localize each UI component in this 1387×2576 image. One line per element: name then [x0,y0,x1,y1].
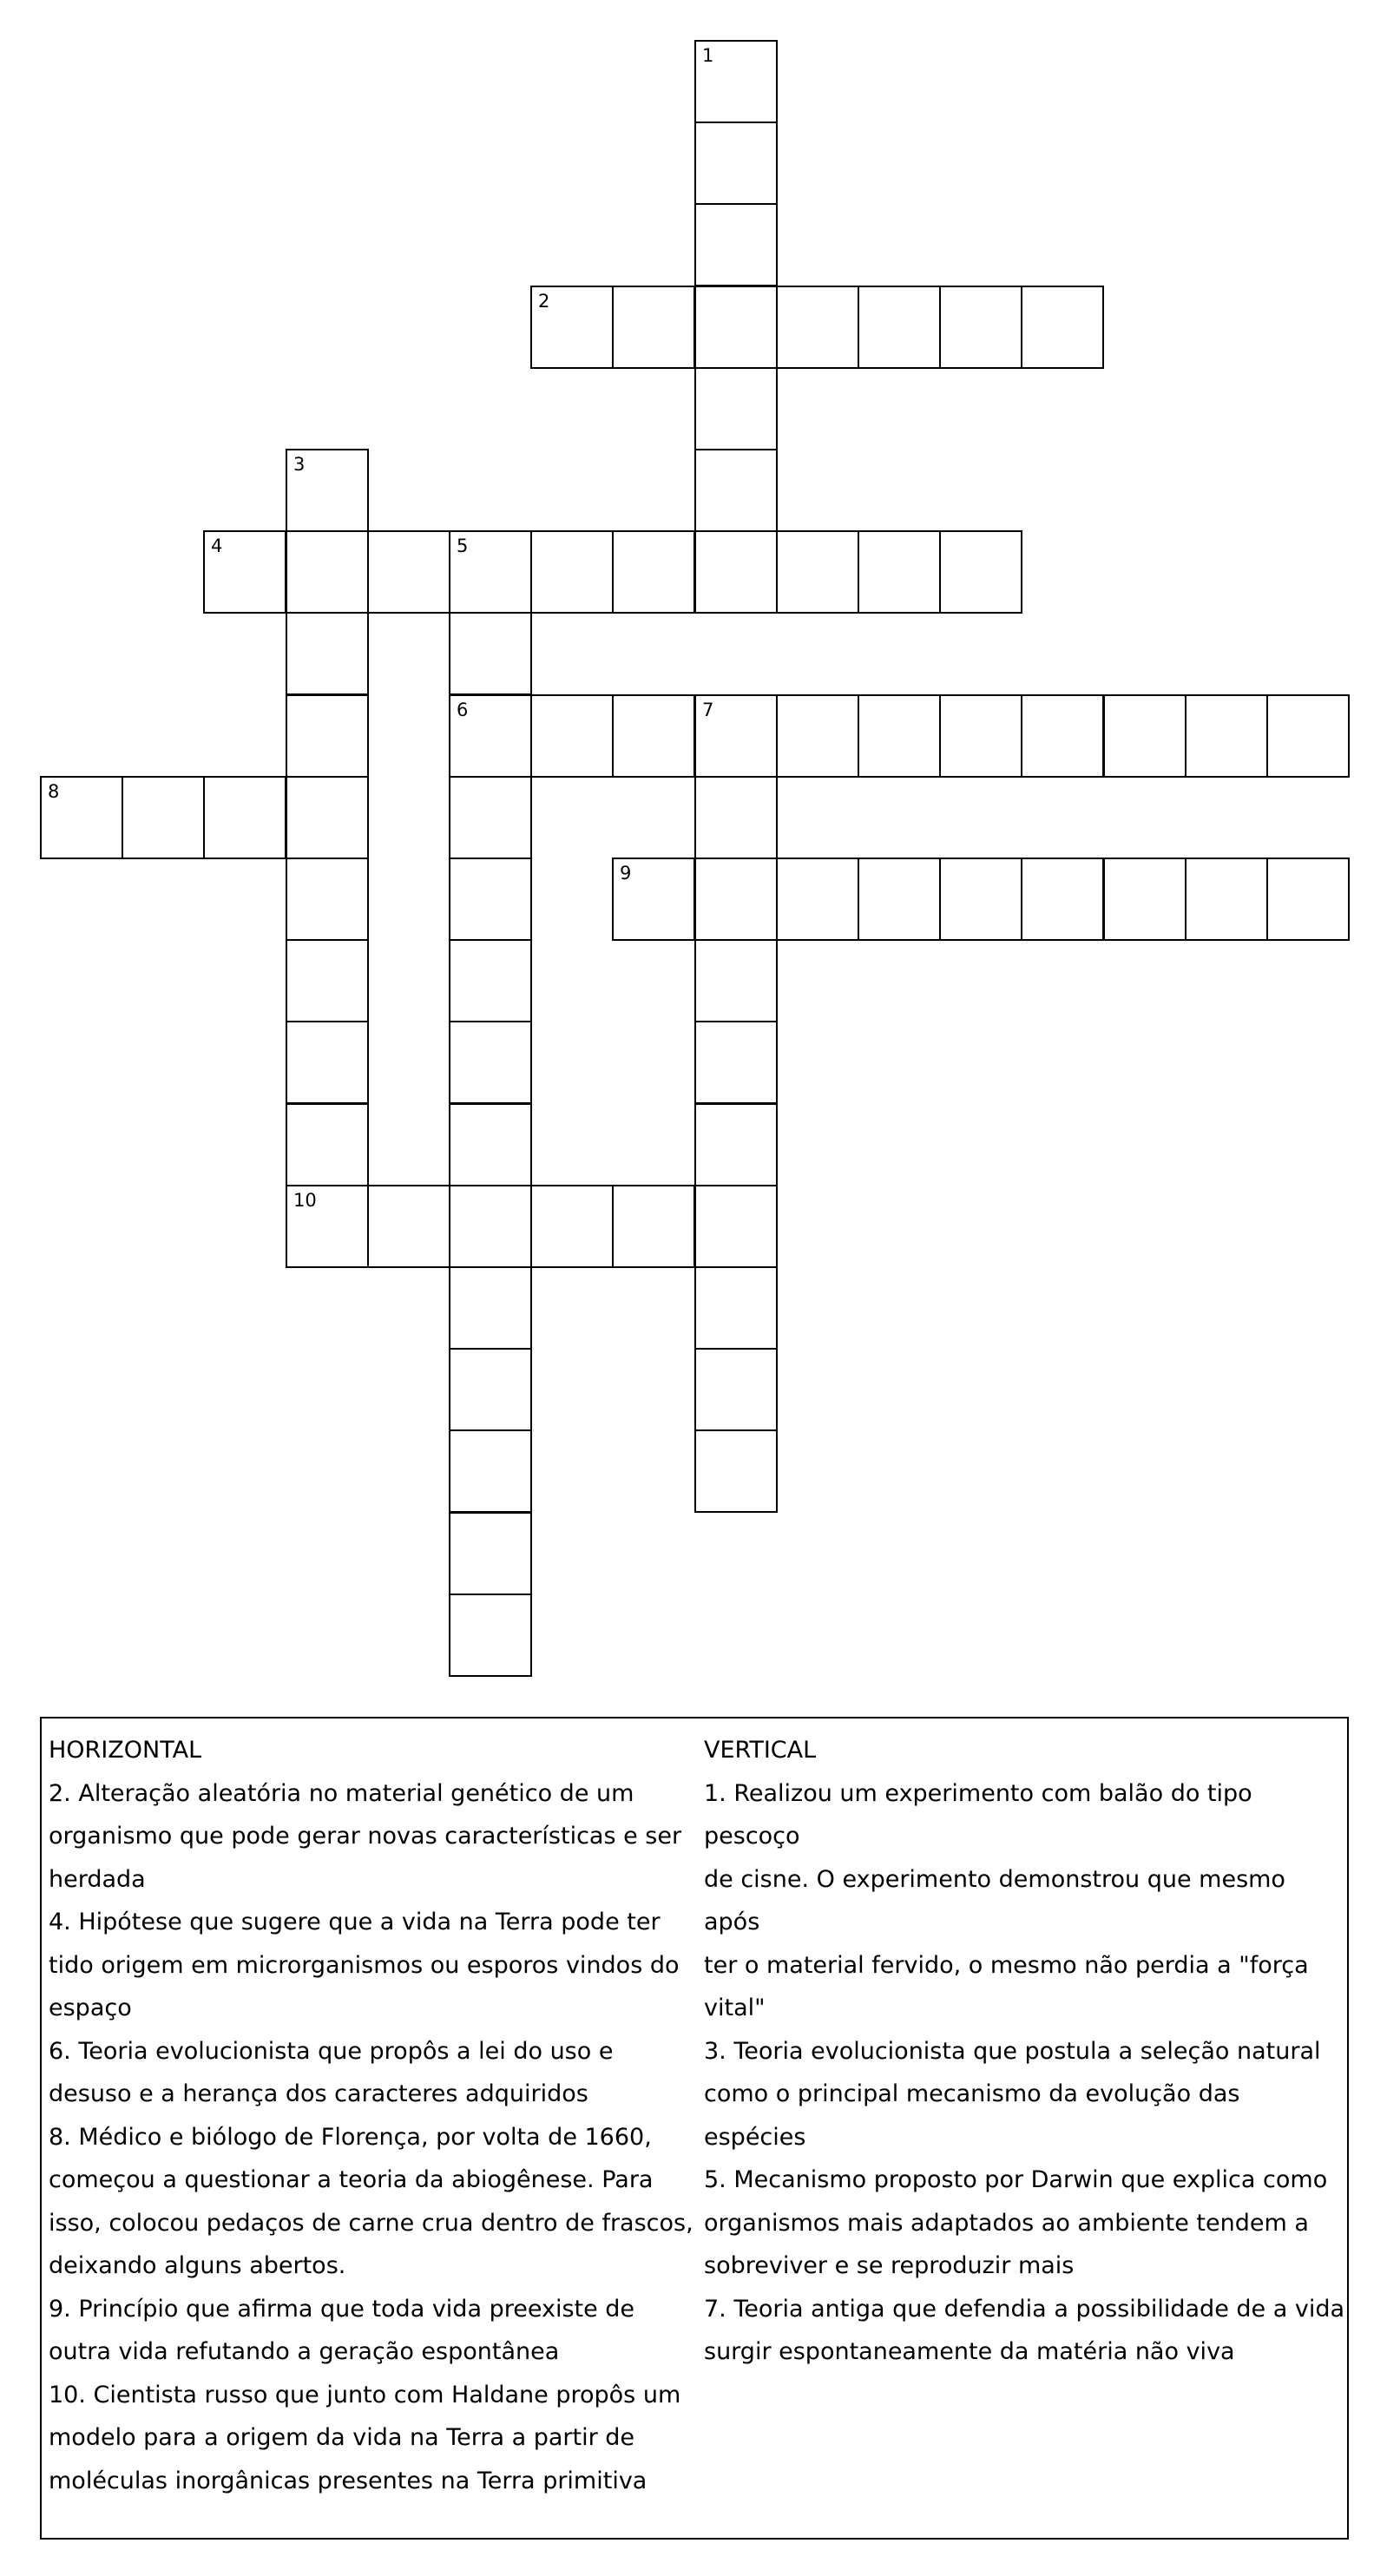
crossword-cell[interactable] [939,530,1022,614]
vertical-clue-line: sobreviver e se reproduzir mais [704,2252,1075,2279]
crossword-cell-10[interactable] [286,1185,369,1268]
crossword-cell[interactable] [694,776,778,859]
crossword-cell[interactable] [530,530,614,614]
crossword-cell[interactable] [1185,858,1268,941]
crossword-cell[interactable] [367,530,450,614]
horizontal-clue-line: deixando alguns abertos. [49,2252,346,2279]
horizontal-clue-line: moléculas inorgânicas presentes na Terra primitiva [49,2467,647,2494]
vertical-title: VERTICAL [704,1737,817,1764]
crossword-cell-1[interactable] [694,40,778,123]
crossword-cell[interactable] [612,694,695,778]
clue-number: 8 [48,781,60,802]
clue-number: 4 [211,536,223,556]
vertical-clue-line: de cisne. O experimento demonstrou que mesmo após [704,1865,1285,1935]
horizontal-title: HORIZONTAL [49,1737,202,1764]
crossword-cell[interactable] [858,530,941,614]
crossword-cell-4[interactable] [203,530,286,614]
crossword-cell[interactable] [367,1185,450,1268]
horizontal-clue-line: outra vida refutando a geração espontânea [49,2338,560,2365]
clue-number: 2 [538,291,550,312]
crossword-cell[interactable] [1021,286,1104,369]
horizontal-clue-line: isso, colocou pedaços de carne crua dentro de frascos, [49,2209,694,2237]
vertical-clue-line: 3. Teoria evolucionista que postula a seleção natural [704,2037,1321,2065]
crossword-cell[interactable] [286,776,369,859]
crossword-cell[interactable] [939,858,1022,941]
horizontal-clue-line: 9. Princípio que afirma que toda vida preexiste de [49,2295,635,2323]
horizontal-clue-line: organismo que pode gerar novas características e ser [49,1823,682,1850]
crossword-cell[interactable] [776,694,859,778]
crossword-cell[interactable] [939,694,1022,778]
horizontal-clue-line: 8. Médico e biólogo de Florença, por volta de 1660, [49,2123,652,2151]
crossword-cell[interactable] [776,530,859,614]
crossword-cell[interactable] [858,286,941,369]
crossword-cell[interactable] [694,203,778,286]
crossword-cell[interactable] [286,939,369,1022]
crossword-cell[interactable] [1103,858,1187,941]
crossword-cell[interactable] [858,858,941,941]
crossword-cell[interactable] [449,1103,532,1186]
crossword-cell[interactable] [612,1185,695,1268]
crossword-cell[interactable] [286,1021,369,1104]
crossword-cell[interactable] [694,939,778,1022]
clue-number: 5 [457,536,469,556]
crossword-cell-3[interactable] [286,449,369,532]
horizontal-clue-line: 10. Cientista russo que junto com Haldane propôs um [49,2381,681,2408]
crossword-cell[interactable] [203,776,286,859]
crossword-cell[interactable] [776,286,859,369]
crossword-cell[interactable] [1266,694,1350,778]
vertical-clue-line: 1. Realizou um experimento com balão do tipo pescoço [704,1779,1252,1850]
crossword-cell[interactable] [1103,694,1187,778]
vertical-clue-line: como o principal mecanismo da evolução das espécies [704,2080,1240,2151]
crossword-cell[interactable] [694,449,778,532]
crossword-cell[interactable] [694,286,778,369]
crossword-cell[interactable] [449,776,532,859]
crossword-cell[interactable] [694,1103,778,1186]
crossword-cell[interactable] [694,530,778,614]
crossword-cell-8[interactable] [40,776,123,859]
horizontal-clue-line: espaço [49,1994,132,2021]
crossword-cell[interactable] [694,367,778,450]
clue-number: 7 [702,700,714,720]
crossword-cell[interactable] [449,612,532,695]
horizontal-clue-line: 6. Teoria evolucionista que propôs a lei do uso e [49,2037,614,2065]
crossword-cell-9[interactable] [612,858,695,941]
crossword-cell[interactable] [449,1021,532,1104]
crossword-cell[interactable] [694,122,778,205]
crossword-cell[interactable] [776,858,859,941]
vertical-clue-line: 7. Teoria antiga que defendia a possibilidade de a vida [704,2295,1345,2323]
crossword-cell[interactable] [449,1185,532,1268]
crossword-cell[interactable] [694,1266,778,1350]
crossword-cell[interactable] [286,1103,369,1186]
crossword-cell[interactable] [449,939,532,1022]
crossword-cell[interactable] [530,1185,614,1268]
horizontal-clue-line: modelo para a origem da vida na Terra a partir de [49,2424,635,2451]
crossword-cell[interactable] [858,694,941,778]
vertical-clue-line: organismos mais adaptados ao ambiente tendem a [704,2209,1309,2237]
crossword-cell[interactable] [1185,694,1268,778]
crossword-cell-2[interactable] [530,286,614,369]
crossword-cell-5[interactable] [449,530,532,614]
horizontal-clues [49,1729,700,2502]
crossword-cell-6[interactable] [449,694,532,778]
crossword-cell[interactable] [1021,858,1104,941]
crossword-cell-7[interactable] [694,694,778,778]
horizontal-clue-line: tido origem em microrganismos ou esporos vindos do [49,1951,680,1979]
clue-number: 10 [293,1190,317,1211]
crossword-cell[interactable] [286,612,369,695]
crossword-cell[interactable] [694,1429,778,1513]
crossword-cell[interactable] [1266,858,1350,941]
crossword-cell[interactable] [694,1185,778,1268]
vertical-clue-line: vital" [704,1994,766,2021]
crossword-cell[interactable] [612,530,695,614]
crossword-cell[interactable] [286,858,369,941]
crossword-cell[interactable] [449,1594,532,1677]
crossword-cell[interactable] [286,694,369,778]
vertical-clues [704,1729,1346,2374]
crossword-cell[interactable] [449,858,532,941]
crossword-cell[interactable] [286,530,369,614]
clues-box [40,1717,1349,2540]
crossword-cell[interactable] [694,1021,778,1104]
horizontal-clue-line: 2. Alteração aleatória no material genético de um [49,1779,634,1807]
vertical-clue-line: surgir espontaneamente da matéria não viva [704,2338,1235,2365]
crossword-cell[interactable] [449,1348,532,1431]
vertical-clue-line: 5. Mecanismo proposto por Darwin que explica como [704,2166,1328,2193]
crossword-cell[interactable] [939,286,1022,369]
crossword-cell[interactable] [694,1348,778,1431]
clue-number: 3 [293,454,306,475]
horizontal-clue-line: começou a questionar a teoria da abiogênese. Para [49,2166,654,2193]
crossword-cell[interactable] [449,1266,532,1350]
crossword-cell[interactable] [122,776,205,859]
crossword-cell[interactable] [449,1512,532,1595]
clue-number: 9 [620,863,632,884]
crossword-cell[interactable] [449,1429,532,1513]
crossword-cell[interactable] [530,694,614,778]
vertical-clue-line: ter o material fervido, o mesmo não perdia a "força [704,1951,1309,1979]
clue-number: 6 [457,700,469,720]
crossword-cell[interactable] [1021,694,1104,778]
crossword-cell[interactable] [612,286,695,369]
horizontal-clue-line: desuso e a herança dos caracteres adquiridos [49,2080,588,2107]
clue-number: 1 [702,45,714,66]
horizontal-clue-line: 4. Hipótese que sugere que a vida na Terra pode ter [49,1909,661,1935]
horizontal-clue-line: herdada [49,1865,146,1893]
crossword-cell[interactable] [694,858,778,941]
